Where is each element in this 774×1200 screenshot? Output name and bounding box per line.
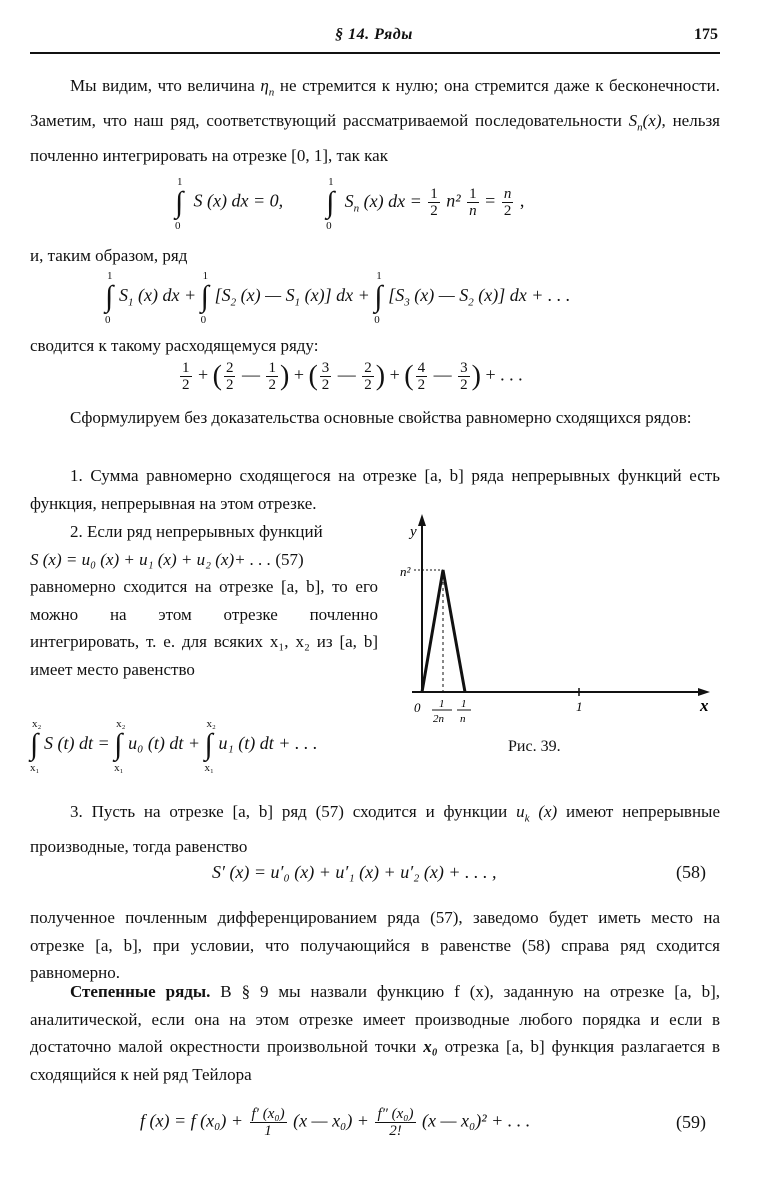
text: 2. Если ряд непрерывных функций xyxy=(70,522,323,541)
origin-label: 0 xyxy=(414,700,421,715)
equation-taylor-series: f (x) = f (x₀) + $\frac{\text{f′ (x₀)}}{1}$ (x — x₀) + $\frac{\text{f″ (x₀)}}{2!}$ (x — x₀)² + . . . xyxy=(140,1106,531,1139)
header-rule xyxy=(30,52,720,54)
text: равномерно сходится на отрезке [a, b], то его можно на этом отрезке почленно интегрировать, т. е. для всяких x₁, x₂ из [a, b] имеет место равенство xyxy=(30,577,378,679)
figure-39 xyxy=(388,508,728,730)
paragraph-property-2 xyxy=(30,518,378,683)
equation-number: (59) xyxy=(676,1112,706,1132)
text: полученное почленным дифференцированием ряда (57), заведомо будет иметь место на отрезке [a, b], при условии, что получающийся в равенстве (58) справа ряд сходится равномерно. xyxy=(30,908,720,982)
paragraph-properties xyxy=(30,404,720,432)
tick-label-half-n-num: 1 xyxy=(439,698,445,710)
peak-label: n² xyxy=(400,564,411,579)
text: Мы видим, что величина xyxy=(70,76,261,95)
equation-integrals: ∫ 1 0 S (x) dx = 0, ∫ 1 0 $S_n$ (x) dx = $\frac{1}{2}$ n² $\frac{1}{n}$ = $\frac{n}{2}$ , xyxy=(175,175,525,232)
paragraph-power-series: Степенные ряды. В § 9 мы назвали функцию f (x), заданную на отрезке [a, b], аналитической, если она на этом отрезке имеет производные любого порядка и если в достаточно малой окрестности произвольной точки x₀ отрезка [a, b] функция разлагается в сходящийся к ней ряд Тейлора xyxy=(30,982,721,1084)
figure-caption: Рис. 39. xyxy=(508,738,561,755)
y-axis-arrow xyxy=(418,514,426,526)
text: сводится к такому расходящемуся ряду: xyxy=(30,336,319,355)
x-axis-label: x xyxy=(700,696,709,715)
subsection-title: Степенные ряды. xyxy=(70,982,211,1001)
integral-sign: ∫ 1 0 xyxy=(175,175,184,232)
tick-label-n-num: 1 xyxy=(461,698,467,710)
paragraph-differentiation xyxy=(30,904,720,987)
page-number: 175 xyxy=(694,26,718,43)
paragraph-intro xyxy=(30,72,720,169)
equation-term-integration: ∫ x₂ x₁ S (t) dt = ∫ x₂ x₁ u₀ (t) dt + ∫ x₂ x₁ u₁ (t) dt + . . . xyxy=(30,718,318,774)
text: 1. Сумма равномерно сходящегося на отрезке [a, b] ряда непрерывных функций есть функция, непрерывная на этом отрезке. xyxy=(30,466,720,513)
section-title: § 14. Ряды xyxy=(335,26,413,43)
paragraph-series xyxy=(30,242,720,270)
x-axis-arrow xyxy=(698,688,710,696)
equation-derivative-series: S′ (x) = u′₀ (x) + u′₁ (x) + u′₂ (x) + . . . , xyxy=(212,862,497,882)
integral-sign: ∫ 1 0 xyxy=(326,175,335,232)
equation-series-integrals: ∫ 1 0 $S_1$ (x) dx + ∫ 1 0 [$S_2$ (x) — $S_1$ (x)] dx + ∫ 1 0 [$S_3$ (x) — $S_2$ (x)] dx + . . . xyxy=(105,270,571,326)
equation-number: (58) xyxy=(676,862,706,882)
tick-label-one: 1 xyxy=(576,699,583,714)
y-axis-label: y xyxy=(410,524,417,540)
eta-symbol: $\eta_n$ xyxy=(260,76,275,99)
text: Сформулируем без доказательства основные свойства равномерно сходящихся рядов: xyxy=(70,408,692,427)
paragraph-property-3: 3. Пусть на отрезке [a, b] ряд (57) сходится и функции $u_k$ (x) имеют непрерывные производные, тогда равенство xyxy=(30,802,721,856)
text: и, таким образом, ряд xyxy=(30,246,188,265)
paragraph-divergent xyxy=(30,332,720,360)
text: не стремится к нулю; она стремится даже к бесконечности. Заметим, что наш ряд, соответствующий рассматриваемой последовательности xyxy=(30,76,720,130)
series-formula: S (x) = u₀ (x) + u₁ (x) + u₂ (x)+ . . . xyxy=(30,549,272,569)
equation-divergent-series: $\frac{1}{2}$ + ( $\frac{2}{2}$ — $\frac{1}{2}$ ) + ( $\frac{3}{2}$ — $\frac{2}{2}$ ) + ( $\frac{4}{2}$ — $\frac{3}{2}$ ) + . . . xyxy=(182,360,523,393)
page-header xyxy=(30,26,718,50)
equation-number: (57) xyxy=(275,549,304,569)
tick-label-half-n-den: 2n xyxy=(433,713,444,725)
sn-symbol: $S_n(x)$ xyxy=(628,110,662,134)
tick-label-n-den: n xyxy=(460,713,466,725)
text: , нельзя почленно интегрировать на отрезке [0, 1], так как xyxy=(30,110,720,165)
